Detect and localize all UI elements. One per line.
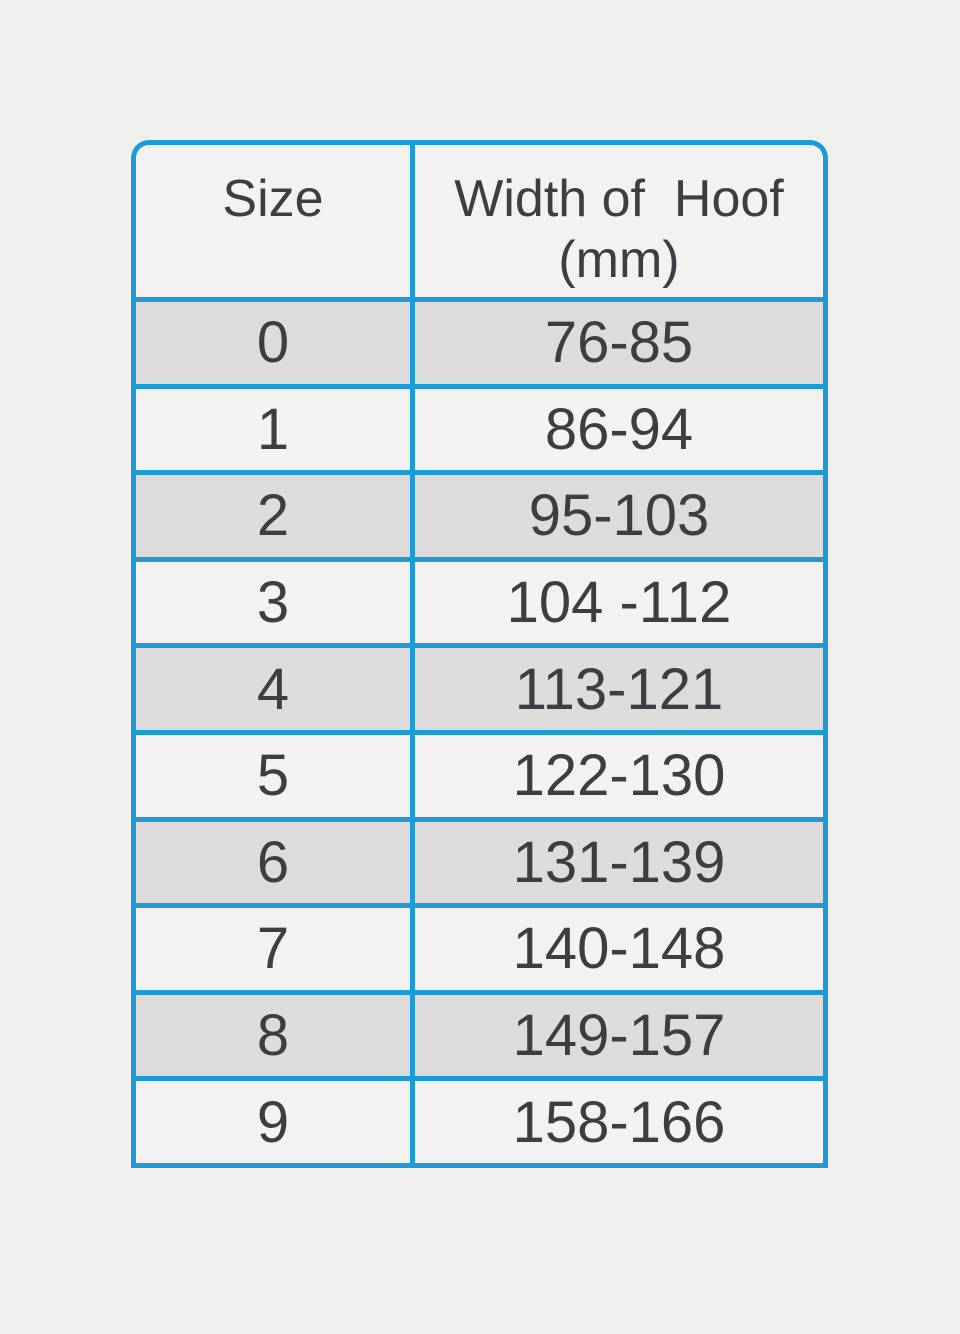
size-cell-5: 5 — [136, 735, 410, 817]
table-header-width — [415, 145, 823, 297]
size-cell-7: 7 — [136, 908, 410, 990]
width-cell-2: 95-103 — [415, 475, 823, 557]
size-cell-8: 8 — [136, 995, 410, 1077]
width-cell-0: 76-85 — [415, 302, 823, 384]
width-cell-4: 113-121 — [415, 648, 823, 730]
size-cell-2: 2 — [136, 475, 410, 557]
width-cell-3: 104 -112 — [415, 562, 823, 644]
width-cell-6: 131-139 — [415, 822, 823, 904]
width-cell-8: 149-157 — [415, 995, 823, 1077]
width-cell-7: 140-148 — [415, 908, 823, 990]
size-cell-3: 3 — [136, 562, 410, 644]
width-cell-5: 122-130 — [415, 735, 823, 817]
size-cell-4: 4 — [136, 648, 410, 730]
hoof-size-table — [131, 140, 828, 1168]
header-width-label-line1: Width of Hoof — [454, 170, 784, 228]
size-cell-9: 9 — [136, 1081, 410, 1163]
table-header-size — [136, 145, 410, 297]
size-cell-1: 1 — [136, 389, 410, 471]
header-width-label-line2: (mm) — [558, 231, 680, 290]
width-cell-1: 86-94 — [415, 389, 823, 471]
size-cell-6: 6 — [136, 822, 410, 904]
size-cell-0: 0 — [136, 302, 410, 384]
width-cell-9: 158-166 — [415, 1081, 823, 1163]
header-size-label: Size — [222, 170, 324, 228]
